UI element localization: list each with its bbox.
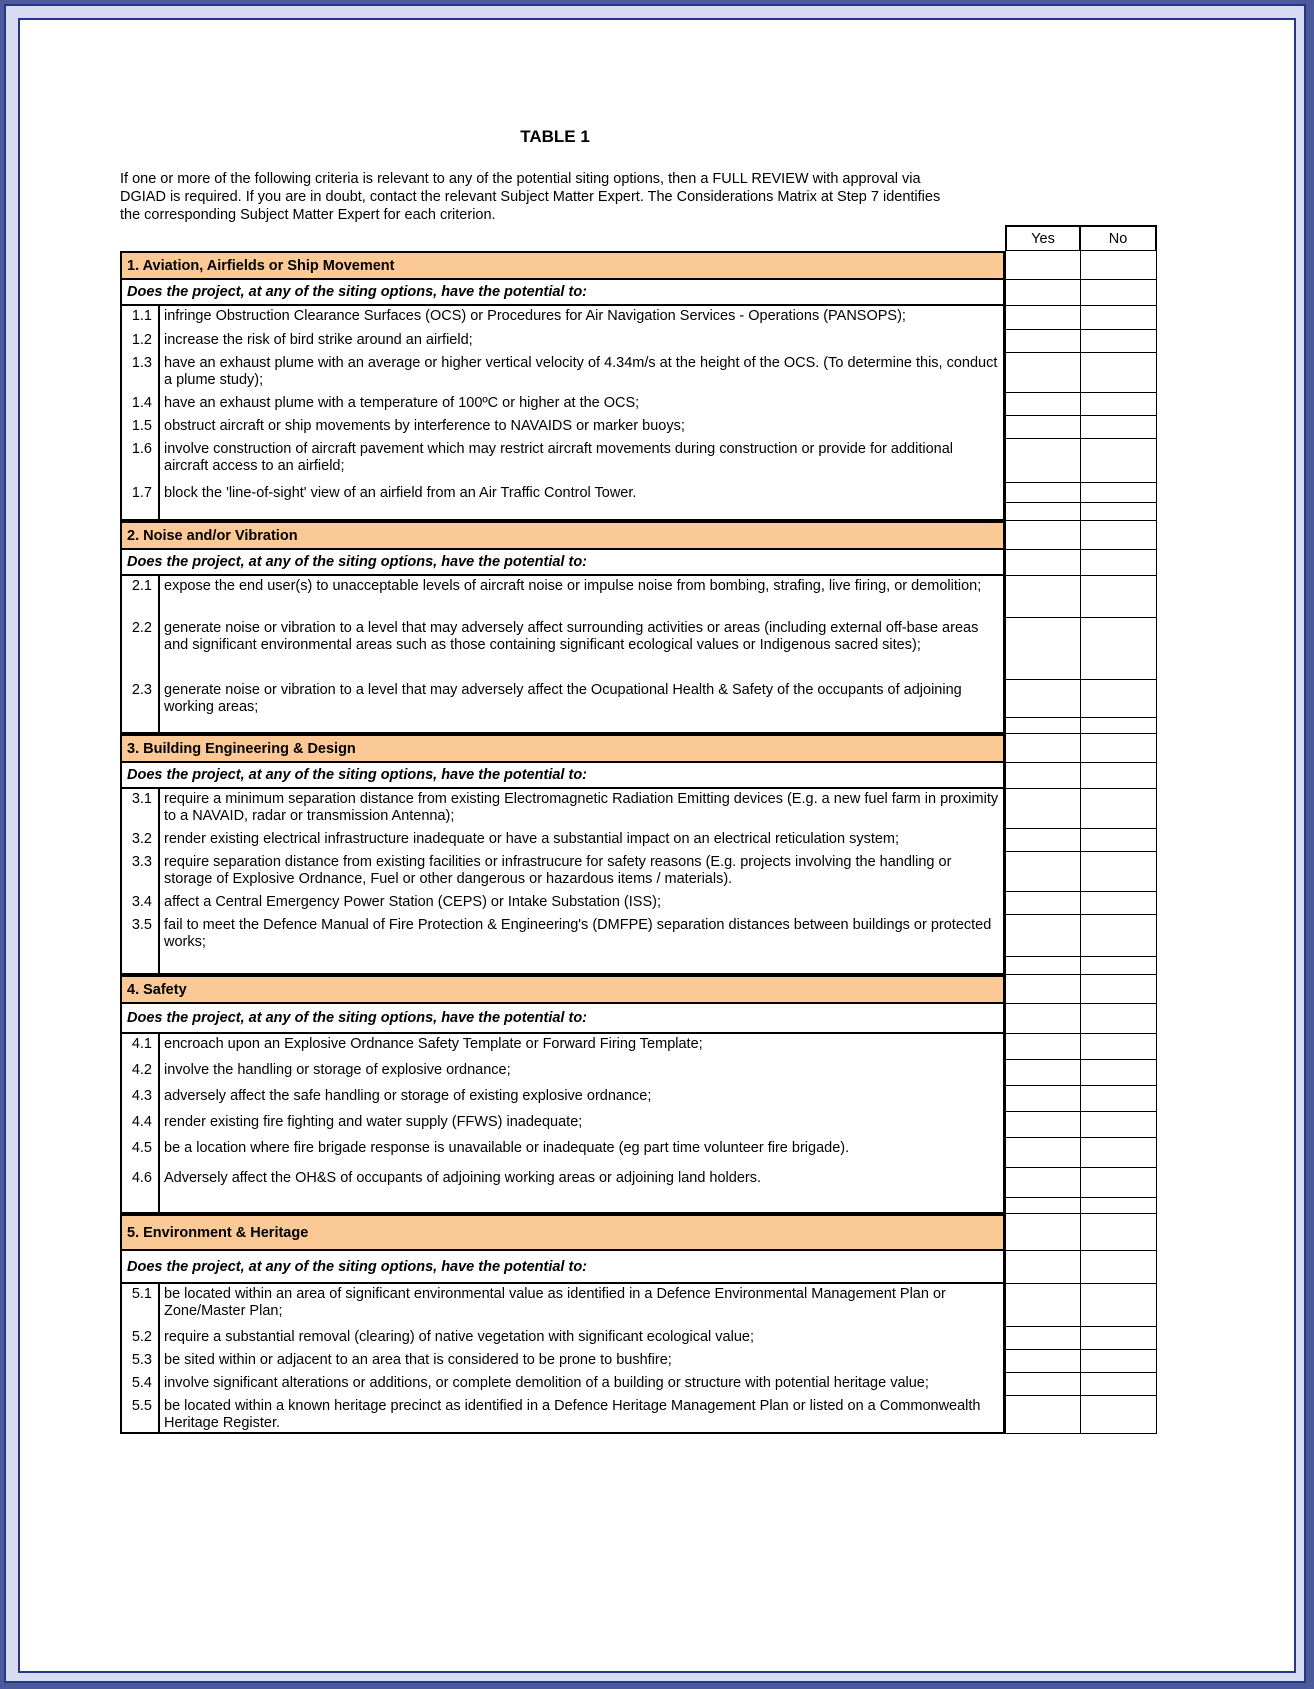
criterion-text: have an exhaust plume with an average or higher vertical velocity of 4.34m/s at the height of the OCS. (To determine this, conduct a plume study); (164, 355, 998, 388)
criterion-number: 4.3 (122, 1086, 160, 1112)
no-checkbox-cell[interactable] (1081, 1034, 1157, 1060)
yes-checkbox-cell[interactable] (1005, 915, 1081, 957)
yes-checkbox-cell[interactable] (1005, 1214, 1081, 1251)
section-heading-row (120, 734, 1178, 763)
criterion-cell (120, 483, 1005, 503)
criterion-cell (120, 1284, 1005, 1327)
criterion-text: expose the end user(s) to unacceptable levels of aircraft noise or impulse noise from bombing, strafing, live firing, or demolition; (164, 578, 982, 594)
question-prompt: Does the project, at any of the siting options, have the potential to: (120, 280, 1005, 306)
criterion-text: involve the handling or storage of explosive ordnance; (164, 1062, 511, 1078)
criterion-number: 4.5 (122, 1138, 160, 1168)
criterion-row (120, 576, 1178, 618)
criterion-text: render existing electrical infrastructure inadequate or have a substantial impact on an electrical reticulation system; (164, 831, 900, 847)
question-row (120, 280, 1178, 306)
criterion-text: require a substantial removal (clearing) of native vegetation with significant ecological value; (164, 1329, 754, 1345)
no-checkbox-cell[interactable] (1081, 550, 1157, 576)
no-checkbox-cell[interactable] (1081, 306, 1157, 330)
no-checkbox-cell[interactable] (1081, 393, 1157, 416)
section-heading-row (120, 975, 1178, 1004)
criterion-row (120, 416, 1178, 439)
section-heading-row (120, 1214, 1178, 1251)
criterion-cell (120, 439, 1005, 483)
criterion-cell (120, 1327, 1005, 1350)
criterion-cell (120, 1138, 1005, 1168)
section-heading-row (120, 251, 1178, 280)
no-checkbox-cell[interactable] (1081, 1138, 1157, 1168)
no-checkbox-cell[interactable] (1081, 1086, 1157, 1112)
criterion-number: 3.1 (122, 789, 160, 829)
yes-checkbox-cell[interactable] (1005, 975, 1081, 1004)
criterion-number: 2.2 (122, 618, 160, 680)
criterion-cell (120, 330, 1005, 353)
yes-checkbox-cell[interactable] (1005, 734, 1081, 763)
yes-checkbox-cell[interactable] (1005, 763, 1081, 789)
yes-column-header: Yes (1005, 225, 1081, 251)
no-checkbox-cell[interactable] (1081, 1214, 1157, 1251)
criterion-text: infringe Obstruction Clearance Surfaces (OCS) or Procedures for Air Navigation Services - Operations (PANSOPS); (164, 308, 906, 324)
yes-checkbox-cell[interactable] (1005, 829, 1081, 852)
spacer-number-cell (122, 1198, 160, 1212)
criterion-cell (120, 1112, 1005, 1138)
criterion-text: generate noise or vibration to a level that may adversely affect surrounding activities or areas (including external off-base areas and significant environmental areas such as those containing significant ecological values or Indigenous sacred sites); (164, 620, 979, 653)
criterion-text: render existing fire fighting and water supply (FFWS) inadequate; (164, 1114, 583, 1130)
criterion-number: 1.6 (122, 439, 160, 483)
no-checkbox-cell[interactable] (1081, 975, 1157, 1004)
no-checkbox-cell[interactable] (1081, 1112, 1157, 1138)
no-checkbox-cell[interactable] (1081, 1327, 1157, 1350)
no-checkbox-cell[interactable] (1081, 915, 1157, 957)
criterion-cell (120, 1168, 1005, 1198)
no-checkbox-cell[interactable] (1081, 503, 1157, 521)
criterion-cell (120, 680, 1005, 718)
no-checkbox-cell[interactable] (1081, 1251, 1157, 1284)
no-checkbox-cell[interactable] (1081, 251, 1157, 280)
criteria-table (120, 251, 1178, 1434)
criterion-row (120, 393, 1178, 416)
question-row (120, 763, 1178, 789)
criterion-cell (120, 915, 1005, 957)
yes-checkbox-cell[interactable] (1005, 1373, 1081, 1396)
criterion-number: 2.3 (122, 680, 160, 718)
yes-checkbox-cell[interactable] (1005, 1251, 1081, 1284)
no-checkbox-cell[interactable] (1081, 521, 1157, 550)
criterion-text: be located within an area of significant environmental value as identified in a Defence Environmental Management Plan or Zone/Master Plan; (164, 1286, 946, 1319)
page-title: TABLE 1 (520, 127, 590, 146)
question-prompt: Does the project, at any of the siting options, have the potential to: (120, 763, 1005, 789)
yes-checkbox-cell[interactable] (1005, 1284, 1081, 1327)
criterion-row (120, 789, 1178, 829)
criterion-number: 3.4 (122, 892, 160, 915)
criterion-row (120, 1034, 1178, 1060)
criterion-number: 5.1 (122, 1284, 160, 1327)
yes-checkbox-cell[interactable] (1005, 1138, 1081, 1168)
criterion-cell (120, 829, 1005, 852)
criterion-cell (120, 393, 1005, 416)
criterion-number: 1.5 (122, 416, 160, 439)
spacer-row (120, 1198, 1178, 1214)
criterion-cell (120, 306, 1005, 330)
no-checkbox-cell[interactable] (1081, 483, 1157, 503)
criterion-text: encroach upon an Explosive Ordnance Safety Template or Forward Firing Template; (164, 1036, 703, 1052)
no-checkbox-cell[interactable] (1081, 618, 1157, 680)
criterion-text: involve significant alterations or additions, or complete demolition of a building or structure with potential heritage value; (164, 1375, 929, 1391)
question-row (120, 1004, 1178, 1034)
criterion-text: fail to meet the Defence Manual of Fire Protection & Engineering's (DMFPE) separation distances between buildings or protected works; (164, 917, 992, 950)
criterion-number: 5.5 (122, 1396, 160, 1432)
yes-checkbox-cell[interactable] (1005, 1004, 1081, 1034)
no-checkbox-cell[interactable] (1081, 416, 1157, 439)
question-prompt: Does the project, at any of the siting options, have the potential to: (120, 1004, 1005, 1034)
yes-checkbox-cell[interactable] (1005, 280, 1081, 306)
no-column-header: No (1081, 225, 1157, 251)
no-checkbox-cell[interactable] (1081, 680, 1157, 718)
criterion-number: 1.2 (122, 330, 160, 353)
yes-checkbox-cell[interactable] (1005, 416, 1081, 439)
yes-checkbox-cell[interactable] (1005, 1086, 1081, 1112)
question-prompt: Does the project, at any of the siting options, have the potential to: (120, 1251, 1005, 1284)
criterion-row (120, 1086, 1178, 1112)
criterion-text: obstruct aircraft or ship movements by interference to NAVAIDS or marker buoys; (164, 418, 685, 434)
criterion-number: 1.7 (122, 483, 160, 503)
section-heading: 5. Environment & Heritage (120, 1214, 1005, 1251)
criterion-text: increase the risk of bird strike around an airfield; (164, 332, 473, 348)
no-checkbox-cell[interactable] (1081, 789, 1157, 829)
criterion-row (120, 1350, 1178, 1373)
spacer-cell (120, 1198, 1005, 1214)
criterion-row (120, 915, 1178, 957)
criterion-text: be located within a known heritage precinct as identified in a Defence Heritage Management Plan or listed on a Commonwealth Heritage Register. (164, 1398, 981, 1431)
yes-checkbox-cell[interactable] (1005, 892, 1081, 915)
no-checkbox-cell[interactable] (1081, 829, 1157, 852)
criterion-number: 1.1 (122, 306, 160, 330)
criterion-number: 5.4 (122, 1373, 160, 1396)
no-checkbox-cell[interactable] (1081, 1060, 1157, 1086)
criterion-cell (120, 353, 1005, 393)
criterion-row (120, 1138, 1178, 1168)
criterion-cell (120, 1034, 1005, 1060)
spacer-cell (120, 503, 1005, 521)
spacer-cell (120, 957, 1005, 975)
no-checkbox-cell[interactable] (1081, 1350, 1157, 1373)
section-heading: 2. Noise and/or Vibration (120, 521, 1005, 550)
yes-checkbox-cell[interactable] (1005, 330, 1081, 353)
criterion-cell (120, 1060, 1005, 1086)
criterion-cell (120, 1396, 1005, 1434)
yes-checkbox-cell[interactable] (1005, 1034, 1081, 1060)
criterion-number: 3.5 (122, 915, 160, 957)
no-checkbox-cell[interactable] (1081, 1198, 1157, 1214)
section-heading-row (120, 521, 1178, 550)
criterion-cell (120, 416, 1005, 439)
criterion-number: 3.2 (122, 829, 160, 852)
criterion-text: require separation distance from existing facilities or infrastrucure for safety reasons (E.g. projects involving the handling or storage of Explosive Ordnance, Fuel or other dangerous or hazardous items / materials). (164, 854, 952, 887)
no-checkbox-cell[interactable] (1081, 763, 1157, 789)
yes-checkbox-cell[interactable] (1005, 550, 1081, 576)
criterion-text: Adversely affect the OH&S of occupants of adjoining working areas or adjoining land holders. (164, 1170, 761, 1186)
yes-checkbox-cell[interactable] (1005, 251, 1081, 280)
no-checkbox-cell[interactable] (1081, 892, 1157, 915)
criterion-cell (120, 1086, 1005, 1112)
criterion-number: 5.2 (122, 1327, 160, 1350)
criterion-cell (120, 892, 1005, 915)
criterion-row (120, 1112, 1178, 1138)
criterion-row (120, 1060, 1178, 1086)
criterion-row (120, 618, 1178, 680)
no-checkbox-cell[interactable] (1081, 734, 1157, 763)
criterion-number: 4.1 (122, 1034, 160, 1060)
criterion-cell (120, 789, 1005, 829)
yes-checkbox-cell[interactable] (1005, 789, 1081, 829)
no-checkbox-cell[interactable] (1081, 1004, 1157, 1034)
criterion-number: 4.2 (122, 1060, 160, 1086)
yes-checkbox-cell[interactable] (1005, 576, 1081, 618)
yes-checkbox-cell[interactable] (1005, 718, 1081, 734)
yes-checkbox-cell[interactable] (1005, 1327, 1081, 1350)
criterion-cell (120, 576, 1005, 618)
yes-checkbox-cell[interactable] (1005, 483, 1081, 503)
criterion-row (120, 852, 1178, 892)
yes-checkbox-cell[interactable] (1005, 521, 1081, 550)
spacer-cell (120, 718, 1005, 734)
no-checkbox-cell[interactable] (1081, 353, 1157, 393)
no-checkbox-cell[interactable] (1081, 957, 1157, 975)
yes-checkbox-cell[interactable] (1005, 1198, 1081, 1214)
criterion-row (120, 892, 1178, 915)
no-checkbox-cell[interactable] (1081, 1284, 1157, 1327)
yes-checkbox-cell[interactable] (1005, 852, 1081, 892)
section-heading: 3. Building Engineering & Design (120, 734, 1005, 763)
criterion-number: 5.3 (122, 1350, 160, 1373)
yes-checkbox-cell[interactable] (1005, 1350, 1081, 1373)
yes-checkbox-cell[interactable] (1005, 503, 1081, 521)
criterion-number: 4.4 (122, 1112, 160, 1138)
criterion-number: 3.3 (122, 852, 160, 892)
no-checkbox-cell[interactable] (1081, 280, 1157, 306)
criterion-row (120, 680, 1178, 718)
question-row (120, 550, 1178, 576)
yes-checkbox-cell[interactable] (1005, 957, 1081, 975)
yes-checkbox-cell[interactable] (1005, 306, 1081, 330)
spacer-number-cell (122, 957, 160, 973)
criterion-row (120, 1284, 1178, 1327)
criterion-number: 1.3 (122, 353, 160, 393)
criterion-text: be a location where fire brigade response is unavailable or inadequate (eg part time volunteer fire brigade). (164, 1140, 850, 1156)
intro-paragraph: If one or more of the following criteria is relevant to any of the potential siting options, then a FULL REVIEW with approval via DGIAD is required. If you are in doubt, contact the relevant Subject Matter Expert. The Considerations Matrix at Step 7 identifies the corresponding Subject Matter Expert for each criterion. (120, 171, 941, 223)
no-checkbox-cell[interactable] (1081, 576, 1157, 618)
criterion-cell (120, 852, 1005, 892)
criterion-number: 2.1 (122, 576, 160, 618)
criterion-text: generate noise or vibration to a level that may adversely affect the Ocupational Health & Safety of the occupants of adjoining working areas; (164, 682, 962, 715)
criterion-row (120, 1168, 1178, 1198)
yes-checkbox-cell[interactable] (1005, 1168, 1081, 1198)
criterion-row (120, 306, 1178, 330)
yes-checkbox-cell[interactable] (1005, 353, 1081, 393)
no-checkbox-cell[interactable] (1081, 330, 1157, 353)
criterion-text: have an exhaust plume with a temperature of 100ºC or higher at the OCS; (164, 395, 640, 411)
yes-checkbox-cell[interactable] (1005, 1396, 1081, 1434)
criterion-row (120, 829, 1178, 852)
question-row (120, 1251, 1178, 1284)
yes-checkbox-cell[interactable] (1005, 439, 1081, 483)
criterion-row (120, 1373, 1178, 1396)
criterion-text: involve construction of aircraft pavement which may restrict aircraft movements during construction or provide for additional aircraft access to an airfield; (164, 441, 953, 474)
criterion-cell (120, 618, 1005, 680)
yes-checkbox-cell[interactable] (1005, 1060, 1081, 1086)
yes-checkbox-cell[interactable] (1005, 1112, 1081, 1138)
spacer-row (120, 718, 1178, 734)
criterion-text: be sited within or adjacent to an area that is considered to be prone to bushfire; (164, 1352, 672, 1368)
no-checkbox-cell[interactable] (1081, 718, 1157, 734)
criterion-row (120, 483, 1178, 503)
yes-checkbox-cell[interactable] (1005, 680, 1081, 718)
criterion-row (120, 1327, 1178, 1350)
yes-checkbox-cell[interactable] (1005, 618, 1081, 680)
criterion-text: require a minimum separation distance from existing Electromagnetic Radiation Emitting devices (E.g. a new fuel farm in proximity to a NAVAID, radar or transmission Antenna); (164, 791, 999, 824)
spacer-row (120, 503, 1178, 521)
criterion-cell (120, 1350, 1005, 1373)
no-checkbox-cell[interactable] (1081, 1396, 1157, 1434)
section-heading: 1. Aviation, Airfields or Ship Movement (120, 251, 1005, 280)
criterion-row (120, 330, 1178, 353)
yes-checkbox-cell[interactable] (1005, 393, 1081, 416)
spacer-number-cell (122, 503, 160, 519)
criterion-number: 1.4 (122, 393, 160, 416)
section-heading: 4. Safety (120, 975, 1005, 1004)
question-prompt: Does the project, at any of the siting options, have the potential to: (120, 550, 1005, 576)
spacer-row (120, 957, 1178, 975)
criterion-text: affect a Central Emergency Power Station (CEPS) or Intake Substation (ISS); (164, 894, 661, 910)
no-checkbox-cell[interactable] (1081, 1168, 1157, 1198)
criterion-text: adversely affect the safe handling or storage of existing explosive ordnance; (164, 1088, 652, 1104)
no-checkbox-cell[interactable] (1081, 1373, 1157, 1396)
criterion-row (120, 353, 1178, 393)
criterion-row (120, 439, 1178, 483)
no-checkbox-cell[interactable] (1081, 852, 1157, 892)
criterion-cell (120, 1373, 1005, 1396)
spacer-number-cell (122, 718, 160, 732)
yes-no-header (1005, 225, 1157, 251)
criterion-row (120, 1396, 1178, 1434)
criterion-text: block the 'line-of-sight' view of an airfield from an Air Traffic Control Tower. (164, 485, 637, 501)
no-checkbox-cell[interactable] (1081, 439, 1157, 483)
criterion-number: 4.6 (122, 1168, 160, 1198)
